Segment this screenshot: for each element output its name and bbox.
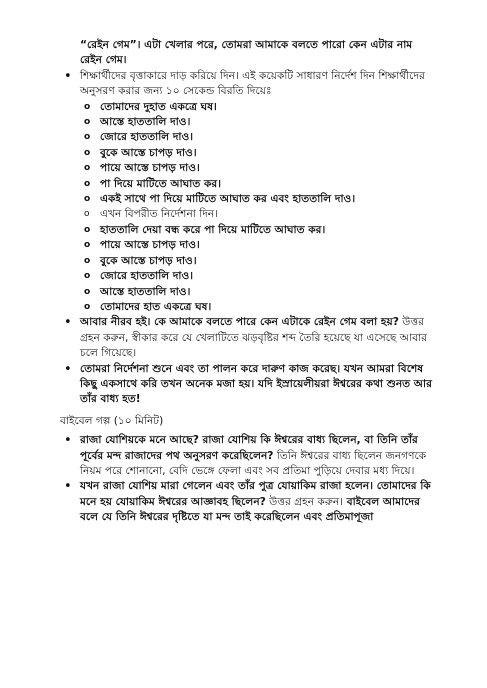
list-item xyxy=(60,433,437,479)
paragraph-text: তোমরা নির্দেশনা শুনে এবং তা পালন করে দারুণ কাজ করেছ। যখন আমরা বিশেষ কিছু একসাথে করি তখন অনেক মজা হয়। যদি ইস্রায়েলীয়রা ঈশ্বরের কথা শুনত আর তাঁর বাধ্য হত! xyxy=(80,362,432,406)
command-item xyxy=(80,115,437,130)
command-item xyxy=(80,254,437,269)
instruction-text: শিক্ষার্থীদের বৃত্তাকারে দাড় করিয়ে দিন। এই কয়েকটি সাধারণ নির্দেশ দিন শিক্ষার্থীদের অনুসরণ করার জন্য ১০ সেকেন্ড বিরতি দিয়েঃ xyxy=(80,69,425,98)
command-item xyxy=(80,207,437,222)
list-item xyxy=(60,362,437,408)
story-list xyxy=(60,433,437,525)
command-text: পায়ে আস্তে চাপড় দাও। xyxy=(100,162,200,175)
answer-note: উত্তর গ্রহন করুন। xyxy=(265,495,344,508)
command-item xyxy=(80,192,437,207)
question-text: রাজা যোশিয়কে মনে আছে? রাজা যোশিয় কি ঈশ্বরের বাধ্য ছিলেন, বা তিনি তাঁর পূর্বের মন্দ রাজাদের পথ অনুসরণ করেছিলেন? xyxy=(80,434,418,462)
answer-note: উত্তর গ্রহন করুন, স্বীকার করে যে খেলাটিতে ঝড়বৃষ্টির শব্দ তৈরি হয়েছে যা এসেছে আবার চলে গিয়েছে। xyxy=(80,316,427,360)
command-text: বুকে আস্তে চাপড় দাও। xyxy=(100,254,197,267)
command-text: আস্তে হাততালি দাও। xyxy=(100,116,191,129)
command-text: পা দিয়ে মাটিতে আঘাত কর। xyxy=(100,177,222,190)
command-text: জোরে হাততালি দাও। xyxy=(100,270,194,283)
command-item xyxy=(80,300,437,315)
intro-continuation xyxy=(60,38,437,69)
paragraph-text: বাইবেল আমাদের বলে যে তিনি ঈশ্বরের দৃষ্টিতে যা মন্দ তাই করেছিলেন এবং প্রতিমাপূজা xyxy=(80,495,420,524)
command-text: পায়ে আস্তে চাপড় দাও। xyxy=(100,239,200,252)
command-text: বুকে আস্তে চাপড় দাও। xyxy=(100,146,197,159)
command-text: হাততালি দেয়া বন্ধ করে পা দিয়ে মাটিতে আঘাত কর। xyxy=(100,223,326,236)
question-text: যখন রাজা যোশিয় মারা গেলেন এবং তাঁর পুত্র যোয়াকিম রাজা হলেন। তোমাদের কি মনে হয় যোয়াকিম ঈশ্বরের আজ্ঞাবহ ছিলেন? xyxy=(80,480,431,508)
answer-note: তিনি ঈশ্বরের বাধ্য ছিলেন জনগণকে নিয়ম পরে শোনানো, বেদি ভেঙ্গে ফেলা এবং সব প্রতিমা পুড়িয়ে দেবার মধ্য দিয়ে। xyxy=(80,449,427,477)
intro-text: “রেইন গেম”। এটা খেলার পরে, তোমরা আমাকে বলতে পারো কেন এটার নাম রেইন গেম। xyxy=(80,39,413,67)
list-item xyxy=(60,315,437,361)
command-item xyxy=(80,146,437,161)
command-text: তোমাদের দুহাত একত্রে ঘষ। xyxy=(100,100,217,113)
command-item xyxy=(80,223,437,238)
list-item xyxy=(60,69,437,316)
section-heading: বাইবেল গল্প (১০ মিনিট) xyxy=(60,414,164,427)
command-item xyxy=(80,285,437,300)
command-list xyxy=(80,100,437,316)
command-item xyxy=(80,269,437,284)
activity-list xyxy=(60,69,437,408)
command-text: তোমাদের হাত একত্রে ঘষ। xyxy=(100,300,212,313)
command-text: জোরে হাততালি দাও। xyxy=(100,131,194,144)
command-item xyxy=(80,238,437,253)
question-text: আবার নীরব হই। কে আমাকে বলতে পারে কেন এটাকে রেইন গেম বলা হয়? xyxy=(80,316,399,329)
command-item xyxy=(80,100,437,115)
command-item xyxy=(80,161,437,176)
command-text: আস্তে হাততালি দাও। xyxy=(100,285,191,298)
command-item xyxy=(80,177,437,192)
list-item xyxy=(60,479,437,525)
command-text: এখন বিপরীত নির্দেশনা দিন। xyxy=(100,208,218,221)
command-item xyxy=(80,130,437,145)
command-text: একই সাথে পা দিয়ে মাটিতে আঘাত কর এবং হাততালি দাও। xyxy=(100,193,356,206)
